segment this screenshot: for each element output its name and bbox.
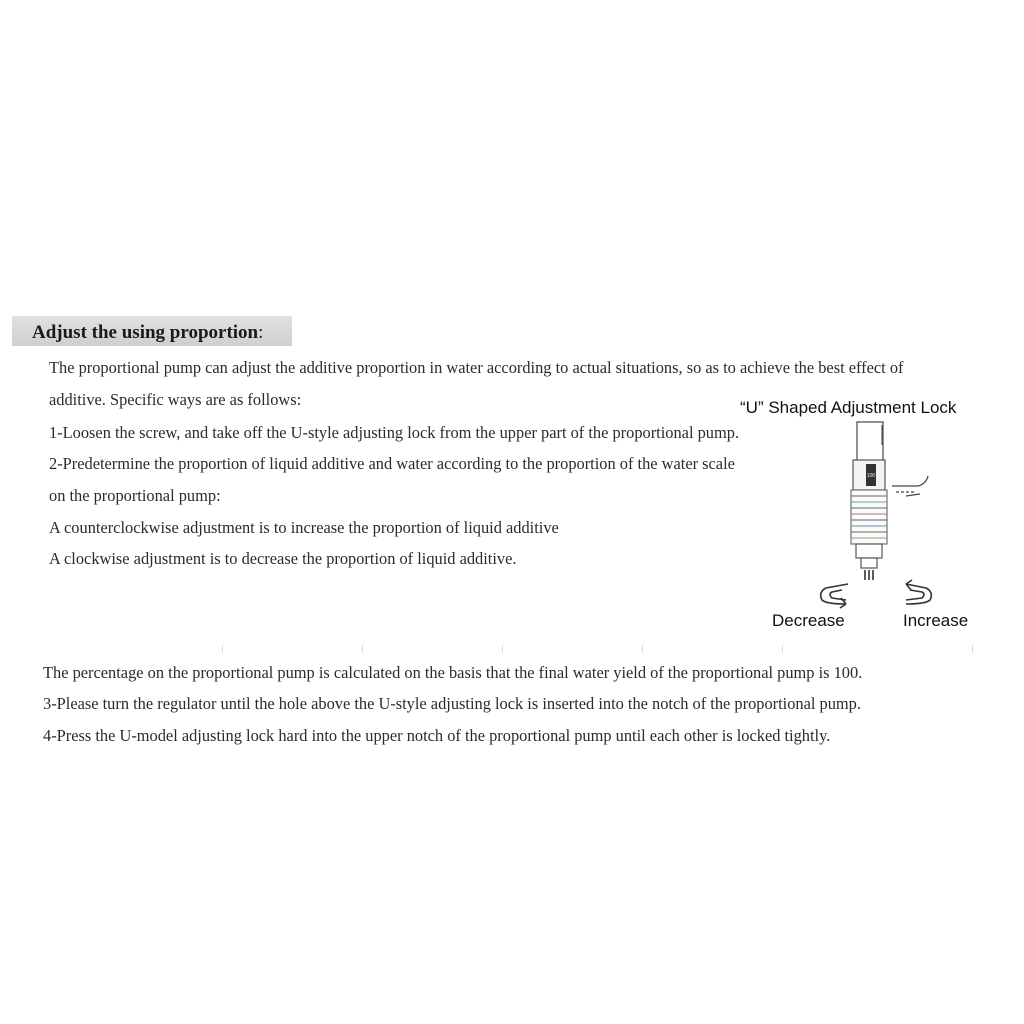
pump-outlet-pins — [865, 570, 873, 580]
pump-outlet — [861, 558, 877, 568]
step-3-text: 3-Please turn the regulator until the hole above the U-style adjusting lock is inserted into the notch of the proportional pump. — [43, 694, 861, 713]
clockwise-note: A clockwise adjustment is to decrease the proportion of liquid additive. — [49, 549, 517, 568]
increase-arrow-icon — [906, 580, 931, 604]
step-4-text: 4-Press the U-model adjusting lock hard into the upper notch of the proportional pump until each other is locked tightly. — [43, 726, 831, 745]
intro-line-2: additive. Specific ways are as follows: — [49, 390, 302, 409]
decrease-label: Decrease — [772, 611, 845, 630]
decrease-arrow-icon — [821, 584, 848, 608]
lock-label: “U” Shaped Adjustment Lock — [740, 398, 957, 417]
step-1-text: 1-Loosen the screw, and take off the U-style adjusting lock from the upper part of the proportional pump. — [49, 423, 740, 442]
step-2-continued-text: on the proportional pump: — [49, 486, 221, 505]
divider-tick — [972, 645, 973, 653]
increase-label: Increase — [903, 611, 969, 630]
intro-line-1: The proportional pump can adjust the additive proportion in water according to actual situations, so as to achieve the best effect of — [49, 358, 904, 377]
divider-tick — [362, 645, 363, 653]
pump-illustration — [851, 422, 928, 580]
heading-colon: : — [258, 322, 264, 343]
divider-tick — [782, 645, 783, 653]
u-lock-detached — [892, 476, 928, 496]
pump-scale-text: 100 — [866, 473, 876, 479]
pump-lower-collar — [856, 544, 882, 558]
step-2-text: 2-Predetermine the proportion of liquid additive and water according to the proportion of the water scale — [49, 454, 735, 473]
divider-tick — [642, 645, 643, 653]
pump-ribbed-section — [851, 490, 887, 544]
divider-tick — [222, 645, 223, 653]
percentage-note: The percentage on the proportional pump is calculated on the basis that the final water yield of the proportional pump is 100. — [43, 663, 863, 682]
counterclockwise-note: A counterclockwise adjustment is to increase the proportion of liquid additive — [49, 518, 559, 537]
section-heading-text: Adjust the using proportion — [32, 322, 259, 343]
divider-tick — [502, 645, 503, 653]
pump-top-cap — [857, 422, 883, 462]
